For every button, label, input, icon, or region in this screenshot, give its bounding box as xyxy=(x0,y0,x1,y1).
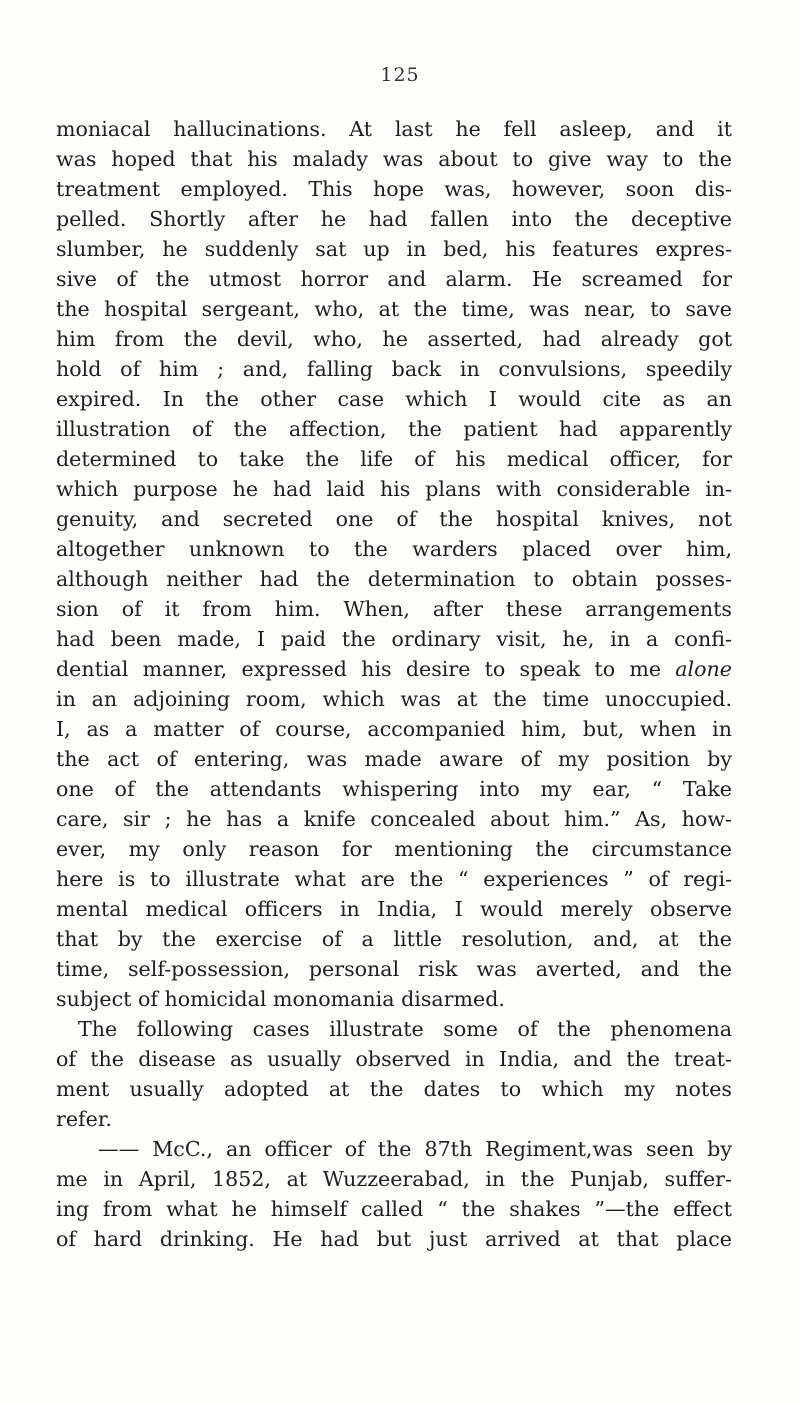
text-line xyxy=(56,924,732,954)
text-line-content: I, as a matter of course, accompanied him, but, when in xyxy=(56,717,732,741)
italic-word: alone xyxy=(675,657,732,681)
text-line-content: illustration of the affection, the patient had apparently xyxy=(56,417,732,441)
text-line-content: one of the attendants whispering into my ear, “ Take xyxy=(56,777,732,801)
text-line-content: mental medical officers in India, I would merely observe xyxy=(56,897,732,921)
page-number: 125 xyxy=(380,64,420,86)
text-line-content: The following cases illustrate some of the phenomena xyxy=(78,1017,732,1041)
text-line xyxy=(56,1014,732,1044)
text-line-content: of the disease as usually observed in India, and the treat- xyxy=(56,1047,732,1071)
text-line xyxy=(56,804,732,834)
text-line xyxy=(56,1074,732,1104)
text-line xyxy=(56,234,732,264)
text-line xyxy=(56,444,732,474)
text-line xyxy=(56,474,732,504)
text-line-content: of hard drinking. He had but just arrived at that place xyxy=(56,1227,732,1251)
text-line-content: in an adjoining room, which was at the time unoccupied. xyxy=(56,687,732,711)
text-line xyxy=(56,774,732,804)
text-line-content: ing from what he himself called “ the shakes ”—the effect xyxy=(56,1197,732,1221)
text-line-content: sion of it from him. When, after these arrangements xyxy=(56,597,732,621)
text-line-content: subject of homicidal monomania disarmed. xyxy=(56,987,505,1011)
text-line xyxy=(56,984,732,1014)
text-line xyxy=(56,174,732,204)
text-line xyxy=(56,264,732,294)
text-line-content: was hoped that his malady was about to give way to the xyxy=(56,147,732,171)
text-line-content: time, self-possession, personal risk was averted, and the xyxy=(56,957,732,981)
text-line xyxy=(56,384,732,414)
text-line-content: the hospital sergeant, who, at the time, was near, to save xyxy=(56,297,732,321)
text-line xyxy=(56,864,732,894)
text-line-content: moniacal hallucinations. At last he fell asleep, and it xyxy=(56,117,732,141)
text-line-content: the act of entering, was made aware of my position by xyxy=(56,747,732,771)
text-line xyxy=(56,504,732,534)
text-line-content: treatment employed. This hope was, however, soon dis- xyxy=(56,177,732,201)
text-line xyxy=(56,714,732,744)
text-line-content: ever, my only reason for mentioning the circumstance xyxy=(56,837,732,861)
text-line xyxy=(56,834,732,864)
text-line xyxy=(56,1044,732,1074)
text-line-content: ment usually adopted at the dates to which my notes xyxy=(56,1077,732,1101)
text-line xyxy=(56,1104,732,1134)
text-line-content: here is to illustrate what are the “ experiences ” of regi- xyxy=(56,867,732,891)
text-line xyxy=(56,1134,732,1164)
text-line-content: care, sir ; he has a knife concealed about him.” As, how- xyxy=(56,807,732,831)
text-line xyxy=(56,744,732,774)
text-line-content: expired. In the other case which I would cite as an xyxy=(56,387,732,411)
text-line-content: genuity, and secreted one of the hospital knives, not xyxy=(56,507,732,531)
text-line-content: determined to take the life of his medical officer, for xyxy=(56,447,732,471)
text-line xyxy=(56,894,732,924)
text-line xyxy=(56,564,732,594)
text-line xyxy=(56,294,732,324)
text-line xyxy=(56,624,732,654)
text-line xyxy=(56,324,732,354)
text-line xyxy=(56,534,732,564)
text-line-content: me in April, 1852, at Wuzzeerabad, in the Punjab, suffer- xyxy=(56,1167,732,1191)
text-line xyxy=(56,204,732,234)
text-line xyxy=(56,954,732,984)
text-line-content: sive of the utmost horror and alarm. He screamed for xyxy=(56,267,732,291)
text-line xyxy=(56,1164,732,1194)
text-line-content: dential manner, expressed his desire to speak to me xyxy=(56,657,676,681)
text-line-content: which purpose he had laid his plans with considerable in- xyxy=(56,477,732,501)
text-line xyxy=(56,114,732,144)
text-line xyxy=(56,414,732,444)
text-line-content: slumber, he suddenly sat up in bed, his features expres- xyxy=(56,237,732,261)
text-line-content: him from the devil, who, he asserted, had already got xyxy=(56,327,732,351)
text-line-content: altogether unknown to the warders placed over him, xyxy=(56,537,732,561)
body-text xyxy=(56,114,732,1254)
text-line xyxy=(56,594,732,624)
text-line xyxy=(56,1194,732,1224)
text-line-content: hold of him ; and, falling back in convulsions, speedily xyxy=(56,357,732,381)
text-line-content: had been made, I paid the ordinary visit, he, in a confi- xyxy=(56,627,732,651)
text-line-content: refer. xyxy=(56,1107,112,1131)
text-line-content: pelled. Shortly after he had fallen into the deceptive xyxy=(56,207,732,231)
text-line xyxy=(56,354,732,384)
text-line xyxy=(56,684,732,714)
text-line xyxy=(56,654,732,684)
text-line xyxy=(56,1224,732,1254)
text-line-content: that by the exercise of a little resolution, and, at the xyxy=(56,927,732,951)
text-line-content: —— McC., an officer of the 87th Regiment,was seen by xyxy=(98,1137,732,1161)
text-line-content: although neither had the determination to obtain posses- xyxy=(56,567,732,591)
text-line xyxy=(56,144,732,174)
